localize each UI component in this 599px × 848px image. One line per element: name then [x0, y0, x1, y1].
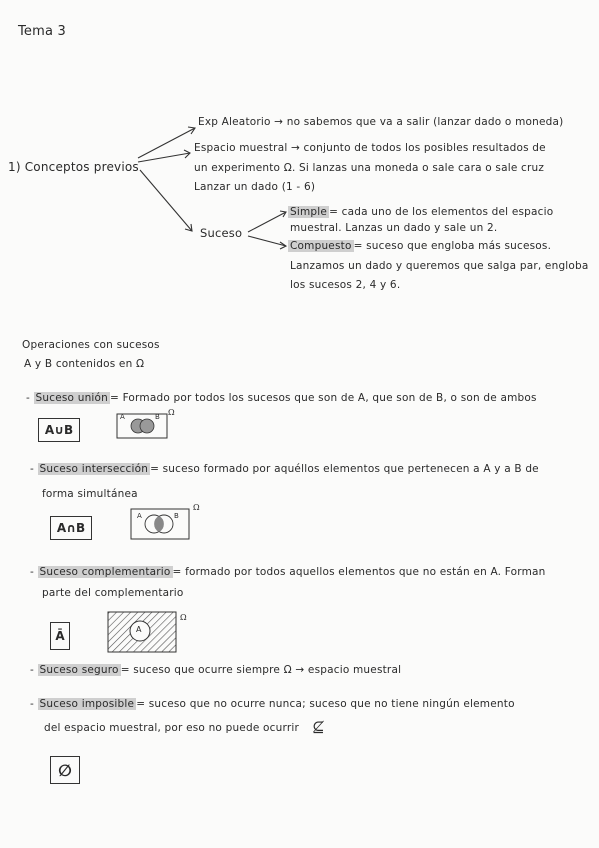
- simple-text-1: = cada uno de los elementos del espacio: [329, 206, 554, 218]
- union-omega: Ω: [168, 408, 175, 417]
- union-text: = Formado por todos los sucesos que son de A, que son de B, o son de ambos: [110, 392, 537, 404]
- operaciones-subheading: A y B contenidos en Ω: [24, 358, 145, 370]
- page-title: Tema 3: [18, 24, 66, 39]
- union-symbol-box: A∪B: [38, 418, 80, 442]
- complementario-venn-a: A: [136, 625, 142, 634]
- section-conceptos-previos: 1) Conceptos previos: [8, 160, 139, 174]
- union-label: Suceso unión: [35, 392, 109, 404]
- union-line: - Suceso unión = Formado por todos los sucesos que son de A, que son de B, o son de ambos: [26, 392, 537, 404]
- interseccion-text-1: = suceso formado por aquéllos elementos que pertenecen a A y a B de: [150, 463, 539, 475]
- simple-line-1: [288, 206, 553, 218]
- interseccion-label: Suceso intersección: [39, 463, 149, 475]
- imposible-text-1: = suceso que no ocurre nunca; suceso que no tiene ningún elemento: [136, 698, 515, 710]
- seguro-label: Suceso seguro: [39, 664, 119, 676]
- compuesto-line-1: [288, 240, 551, 252]
- imposible-line-2: del espacio muestral, por eso no puede ocurrir: [44, 722, 299, 734]
- compuesto-label: Compuesto: [290, 240, 352, 252]
- seguro-line: - Suceso seguro = suceso que ocurre siempre Ω → espacio muestral: [30, 664, 402, 676]
- espacio-muestral-line-2: un experimento Ω. Si lanzas una moneda o sale cara o sale cruz: [194, 162, 545, 174]
- union-venn-a: A: [120, 413, 125, 421]
- interseccion-venn-b: B: [174, 512, 180, 520]
- interseccion-line-1: - Suceso intersección = suceso formado por aquéllos elementos que pertenecen a A y a B de: [30, 463, 539, 475]
- compuesto-line-2: Lanzamos un dado y queremos que salga par, engloba: [290, 260, 589, 272]
- operaciones-heading: Operaciones con sucesos: [22, 339, 160, 351]
- imposible-mark: ⊈: [312, 718, 325, 736]
- interseccion-omega: Ω: [193, 503, 200, 512]
- interseccion-line-2: forma simultánea: [42, 488, 138, 500]
- complementario-omega: Ω: [180, 613, 187, 622]
- suceso-label: Suceso: [200, 226, 243, 240]
- espacio-muestral-line-1: Espacio muestral → conjunto de todos los posibles resultados de: [194, 142, 546, 154]
- complementario-line-2: parte del complementario: [42, 587, 184, 599]
- union-venn-b: B: [155, 413, 161, 421]
- complementario-label: Suceso complementario: [39, 566, 171, 578]
- complementario-symbol-box: Ā: [50, 622, 70, 650]
- compuesto-text-1: = suceso que engloba más sucesos.: [353, 240, 552, 252]
- seguro-text: = suceso que ocurre siempre Ω → espacio muestral: [120, 664, 402, 676]
- interseccion-symbol-box: A∩B: [50, 516, 92, 540]
- espacio-muestral-line-3: Lanzar un dado (1 - 6): [194, 181, 316, 193]
- imposible-line-1: - Suceso imposible = suceso que no ocurre nunca; suceso que no tiene ningún elemento: [30, 698, 515, 710]
- simple-line-2: muestral. Lanzas un dado y sale un 2.: [290, 222, 498, 234]
- complementario-text-1: = formado por todos aquellos elementos que no están en A. Forman: [172, 566, 546, 578]
- complementario-line-1: - Suceso complementario = formado por todos aquellos elementos que no están en A. Forman: [30, 566, 546, 578]
- simple-label: Simple: [290, 206, 328, 218]
- complement-venn-diagram: [108, 612, 176, 652]
- compuesto-line-3: los sucesos 2, 4 y 6.: [290, 279, 401, 291]
- interseccion-venn-a: A: [137, 512, 142, 520]
- empty-set-symbol-box: ∅: [50, 756, 80, 784]
- exp-aleatorio-text: Exp Aleatorio → no sabemos que va a salir (lanzar dado o moneda): [198, 116, 564, 128]
- imposible-label: Suceso imposible: [39, 698, 135, 710]
